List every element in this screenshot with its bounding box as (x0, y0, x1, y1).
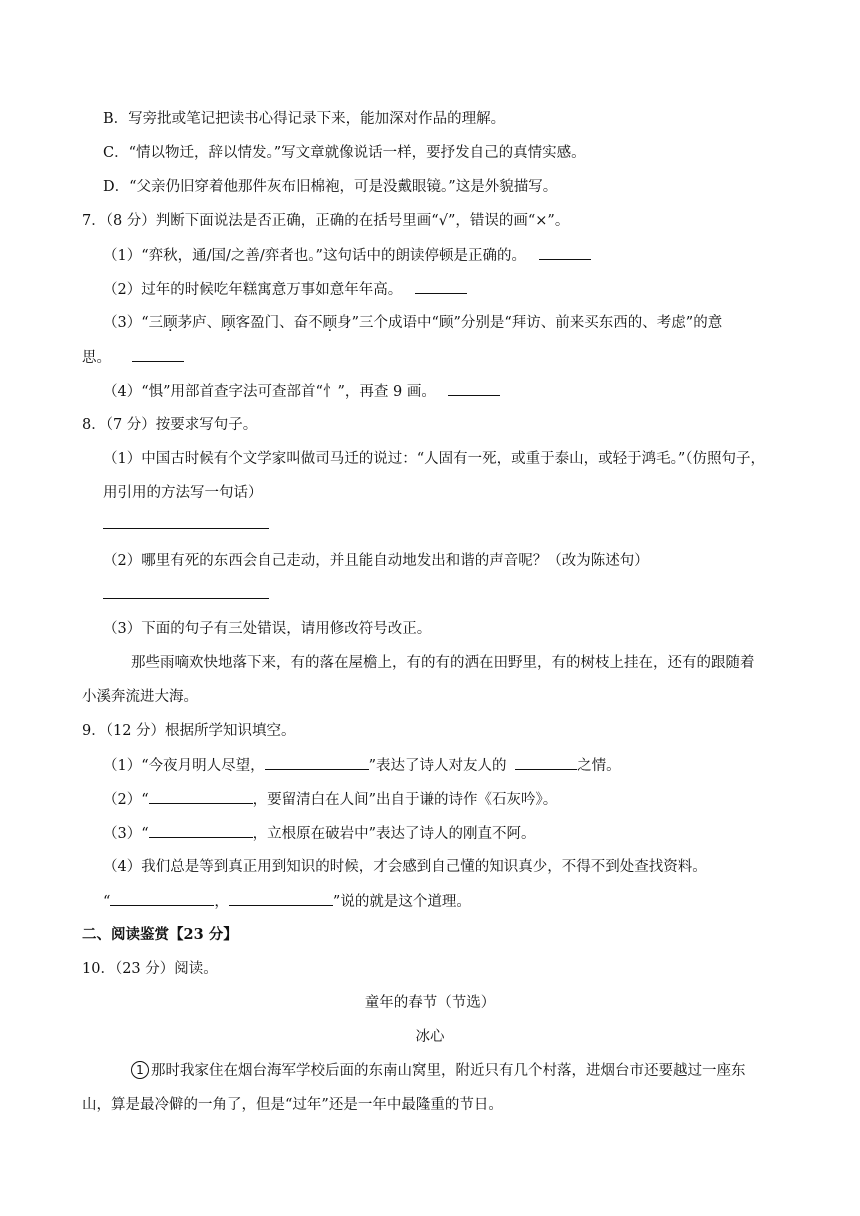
paragraph-1 (131, 1061, 746, 1081)
question-8-sentence: 那些雨嘀欢快地落下来，有的落在屋檐上，有的有的洒在田野里，有的树枝上挂在，还有的跟随着 (131, 655, 755, 671)
item-text: ， (214, 894, 229, 910)
item-text: （1）“今夜月明人尽望， (103, 758, 265, 774)
item-text: （1）“弈秋，通/国/之善/弈者也。”这句话中的朗读停顿是正确的。 (103, 248, 526, 264)
article-title: 童年的春节（节选） (364, 995, 496, 1011)
section-heading: 二、阅读鉴赏【23 分】 (82, 926, 238, 943)
answer-blank[interactable] (149, 789, 253, 804)
answer-blank[interactable] (415, 279, 467, 294)
item-text: 身”三个成语中“顾”分别是“拜访、前来买东西的、考虑”的意 (337, 315, 723, 331)
answer-blank[interactable] (515, 755, 577, 770)
question-8-header: 8．（7 分）按要求写句子。 (82, 417, 258, 433)
question-9-item-4-cont (103, 891, 471, 912)
question-7-item-3-cont (82, 347, 184, 368)
item-text: 茅庐、 (177, 315, 222, 331)
item-text: （2）“ (103, 792, 149, 808)
item-text: （3）“ (103, 826, 149, 842)
article-author: 冰心 (415, 1029, 445, 1045)
question-7-header: 7．（8 分）判断下面说法是否正确，正确的在括号里画“√”，错误的画“×”。 (82, 213, 570, 229)
question-8-sentence-cont: 小溪奔流进大海。 (82, 689, 198, 705)
emphasis-char: 顾 (322, 315, 338, 331)
item-text: （3）“三 (103, 315, 164, 331)
question-9-item-4: （4）我们总是等到真正用到知识的时候，才会感到自己懂的知识真少，不得不到处查找资料。 (103, 859, 707, 875)
answer-line[interactable] (103, 584, 269, 605)
paragraph-number: 1 (131, 1061, 149, 1079)
item-text: ”表达了诗人对友人的 (368, 758, 507, 774)
emphasis-char: 顾 (221, 315, 236, 331)
option-c: C．“情以物迁，辞以情发。”写文章就像说话一样，要抒发自己的真情实感。 (103, 145, 586, 161)
question-9-item-2 (103, 789, 557, 810)
answer-blank[interactable] (149, 823, 253, 838)
item-text: （4）“惧”用部首查字法可查部首“忄”，再查 9 画。 (103, 384, 436, 400)
item-text: ，立根原在破岩中”表达了诗人的刚直不阿。 (252, 826, 536, 842)
item-text: 之情。 (577, 758, 621, 774)
item-text: ”说的就是这个道理。 (332, 894, 471, 910)
question-7-item-3 (103, 313, 722, 333)
question-7-item-4 (103, 381, 500, 402)
question-8-item-2: （2）哪里有死的东西会自己走动，并且能自动地发出和谐的声音呢？（改为陈述句） (103, 553, 649, 569)
emphasis-char: 顾 (163, 315, 178, 331)
answer-line[interactable] (103, 514, 269, 535)
item-text: （2）过年的时候吃年糕寓意万事如意年年高。 (103, 282, 403, 298)
question-8-item-1-cont: 用引用的方法写一句话） (103, 485, 263, 501)
answer-blank[interactable] (103, 514, 269, 529)
option-b: B．写旁批或笔记把读书心得记录下来，能加深对作品的理解。 (103, 111, 506, 127)
item-text: 思。 (82, 350, 111, 366)
question-7-item-1 (103, 245, 591, 266)
answer-blank[interactable] (265, 755, 369, 770)
question-9-item-3 (103, 823, 536, 844)
option-d: D．“父亲仍旧穿着他那件灰布旧棉袍，可是没戴眼镜。”这是外貌描写。 (103, 179, 558, 195)
question-9-header: 9．（12 分）根据所学知识填空。 (82, 723, 296, 739)
answer-blank[interactable] (132, 347, 184, 362)
paragraph-text: 那时我家住在烟台海军学校后面的东南山窝里，附近只有几个村落，进烟台市还要越过一座东 (151, 1063, 746, 1079)
answer-blank[interactable] (110, 891, 214, 906)
item-text: ，要留清白在人间”出自于谦的诗作《石灰吟》。 (252, 792, 558, 808)
question-8-item-1: （1）中国古时候有个文学家叫做司马迁的说过：“人固有一死，或重于泰山，或轻于鸿毛。”（仿照句子， (103, 451, 766, 467)
question-10-header: 10．（23 分）阅读。 (82, 961, 218, 977)
item-text: 客盈门、奋不 (235, 315, 323, 331)
question-8-item-3: （3）下面的句子有三处错误，请用修改符号改正。 (103, 621, 432, 637)
question-9-item-1 (103, 755, 621, 776)
question-7-item-2 (103, 279, 467, 300)
answer-blank[interactable] (229, 891, 333, 906)
item-text: “ (103, 894, 111, 910)
answer-blank[interactable] (448, 381, 500, 396)
answer-blank[interactable] (103, 584, 269, 599)
answer-blank[interactable] (539, 245, 591, 260)
paragraph-1-cont: 山，算是最冷僻的一角了，但是“过年”还是一年中最隆重的节日。 (82, 1097, 503, 1113)
